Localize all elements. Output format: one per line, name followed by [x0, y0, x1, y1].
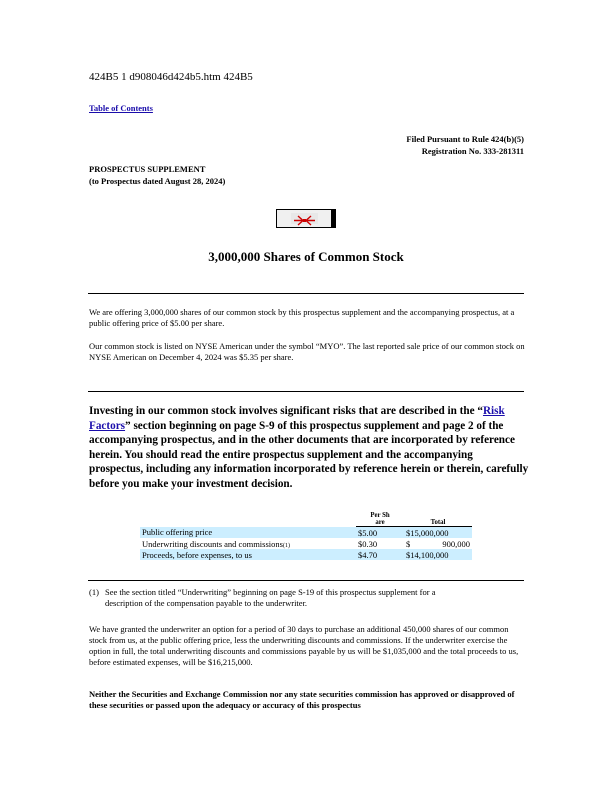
offering-title: 3,000,000 Shares of Common Stock [208, 249, 404, 264]
footnote-divider [88, 580, 524, 581]
per-share-value: $0.30 [358, 538, 378, 549]
footnote-line: description of the compensation payable to the underwriter. [105, 598, 308, 608]
row-label: Proceeds, before expenses, to us [142, 549, 252, 560]
offering-paragraph: We are offering 3,000,000 shares of our common stock by this prospectus supplement and the accompanying prospectus, at a public offering price of $5.00 per share. [89, 307, 515, 328]
per-share-value: $5.00 [358, 527, 378, 538]
total-amount: 900,000 [442, 538, 470, 549]
footnote-number: (1) [89, 587, 99, 597]
prospectus-supplement-heading [89, 163, 225, 187]
divider [88, 293, 524, 294]
table-row [140, 527, 472, 539]
table-of-contents-link[interactable]: Table of Contents [89, 103, 153, 113]
risk-statement [89, 404, 529, 491]
listing-paragraph: Our common stock is listed on NYSE American under the symbol “MYO”. The last reported sale price of our common stock on NYSE American on December 4, 2024 was $5.35 per share. [89, 341, 525, 362]
filing-info [406, 133, 524, 157]
filed-pursuant-line: Filed Pursuant to Rule 424(b)(5) [406, 134, 524, 144]
per-share-header: Per Sh are [356, 512, 404, 527]
table-row [140, 549, 472, 560]
footnote-marker: (1) [282, 542, 290, 549]
risk-factors-link[interactable]: Risk Factors [89, 405, 505, 432]
risk-text-start: Investing in our common stock involves significant risks that are described in the “ [89, 405, 483, 417]
supplement-date: (to Prospectus dated August 28, 2024) [89, 176, 226, 186]
table-row [140, 538, 472, 549]
total-value [404, 538, 472, 549]
supplement-title: PROSPECTUS SUPPLEMENT [89, 164, 206, 174]
row-label: Underwriting discounts and commissions(1) [142, 538, 290, 549]
logo-icon [291, 215, 318, 226]
pricing-table-header [140, 512, 472, 527]
divider [88, 391, 524, 392]
company-logo [276, 209, 336, 228]
pricing-table [140, 512, 472, 560]
sec-disclaimer: Neither the Securities and Exchange Commission nor any state securities commission has approved or disapproved of these securities or passed upon the adequacy or accuracy of this prospectus [89, 689, 515, 710]
document-id: 424B5 1 d908046d424b5.htm 424B5 [89, 71, 253, 83]
registration-number: Registration No. 333-281311 [421, 146, 524, 156]
total-value: $14,100,000 [406, 549, 449, 560]
row-label: Public offering price [142, 527, 213, 538]
logo-mark [291, 213, 318, 224]
risk-text-end: ” section beginning on page S-9 of this prospectus supplement and page 2 of the accompanying prospectus, and in the other documents that are incorporated by reference herein. You should read the entire prospectus supplement and the accompanying prospectus, including any information incorporated by reference herein or therein, carefully before you make your investment decision. [89, 419, 529, 490]
currency-symbol: $ [406, 538, 411, 549]
per-share-value: $4.70 [358, 549, 378, 560]
total-value: $15,000,000 [406, 527, 449, 538]
footnote [89, 587, 525, 609]
footnote-line: See the section titled “Underwriting” beginning on page S-19 of this prospectus supplement for a [105, 587, 436, 597]
option-paragraph: We have granted the underwriter an option for a period of 30 days to purchase an additional 450,000 shares of our common stock from us, at the public offering price, less the underwriting discounts and commissions. If the underwriter exercise the option in full, the total underwriting discounts and commissions payable by us will be $1,035,000 and the total proceeds to us, before estimated expenses, will be $16,215,000. [89, 624, 519, 667]
total-header: Total [404, 512, 472, 527]
